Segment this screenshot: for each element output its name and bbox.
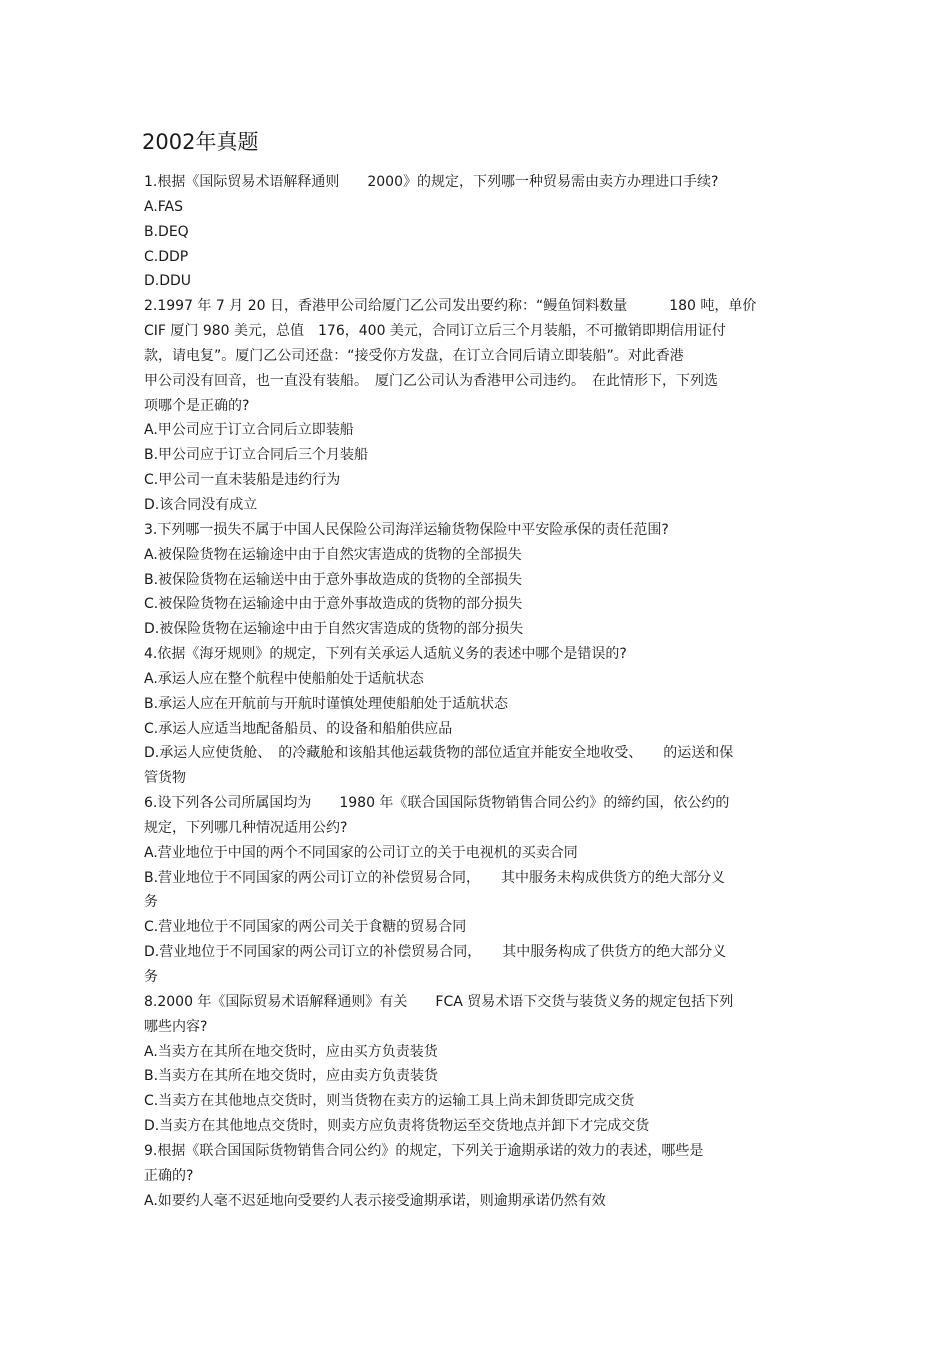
text-line: 管货物: [144, 770, 186, 787]
text-line: A.营业地位于中国的两个不同国家的公司订立的关于电视机的买卖合同: [144, 844, 578, 861]
text-line: 务: [144, 969, 158, 985]
text-line: 规定，下列哪几种情况适用公约?: [144, 819, 348, 836]
text-line: C.被保险货物在运输途中由于意外事故造成的货物的部分损失: [144, 596, 523, 613]
text-line: B.被保险货物在运输送中由于意外事故造成的货物的全部损失: [144, 571, 523, 588]
text-line: 9.根据《联合国国际货物销售合同公约》的规定，下列关于逾期承诺的效力的表述，哪些是: [144, 1142, 704, 1159]
text-line: 2.1997 年 7 月 20 日，香港甲公司给厦门乙公司发出要约称：“鳗鱼饲料数量 180 吨，单价: [144, 298, 757, 315]
text-line: 3.下列哪一损失不属于中国人民保险公司海洋运输货物保险中平安险承保的责任范围?: [144, 521, 669, 538]
text-line: D.营业地位于不同国家的两公司订立的补偿贸易合同， 其中服务构成了供货方的绝大部分义: [144, 944, 727, 961]
page-title: 2002年真题: [142, 130, 259, 154]
text-line: B.营业地位于不同国家的两公司订立的补偿贸易合同， 其中服务未构成供货方的绝大部分义: [144, 869, 726, 886]
text-line: B.甲公司应于订立合同后三个月装船: [144, 447, 369, 464]
text-line: 正确的?: [144, 1167, 194, 1184]
text-line: C.DDP: [144, 248, 189, 265]
text-line: C.甲公司一直未装船是违约行为: [144, 472, 341, 489]
text-line: 哪些内容?: [144, 1018, 208, 1035]
text-line: A.如要约人毫不迟延地向受要约人表示接受逾期承诺，则逾期承诺仍然有效: [144, 1192, 606, 1209]
text-line: B.DEQ: [144, 223, 189, 240]
text-line: 1.根据《国际贸易术语解释通则 2000》的规定，下列哪一种贸易需由卖方办理进口手续?: [144, 174, 719, 190]
text-line: D.当卖方在其他地点交货时，则卖方应负责将货物运至交货地点并卸下才完成交货: [144, 1118, 650, 1135]
text-line: C.承运人应适当地配备船员、的设备和船舶供应品: [144, 720, 453, 737]
text-line: B.承运人应在开航前与开航时谨慎处理使船舶处于适航状态: [144, 695, 509, 712]
text-line: D.被保险货物在运输途中由于自然灾害造成的货物的部分损失: [144, 621, 524, 638]
text-line: 务: [144, 894, 158, 911]
text-line: 6.设下列各公司所属国均为 1980 年《联合国国际货物销售合同公约》的缔约国，依公约的: [144, 795, 730, 812]
text-line: D.承运人应使货舱、 的冷藏舱和该船其他运载货物的部位适宜并能安全地收受、 的运送和保: [144, 745, 734, 762]
text-line: 8.2000 年《国际贸易术语解释通则》有关 FCA 贸易术语下交货与装货义务的规定包括下列: [144, 993, 734, 1010]
text-line: D.该合同没有成立: [144, 496, 258, 513]
text-line: CIF 厦门 980 美元，总值 176，400 美元，合同订立后三个月装船，不可撤销即期信用证付: [144, 323, 726, 340]
text-line: B.当卖方在其所在地交货时，应由卖方负责装货: [144, 1068, 439, 1085]
text-line: 甲公司没有回音，也一直没有装船。 厦门乙公司认为香港甲公司违约。 在此情形下，下列选: [144, 372, 718, 389]
text-line: A.当卖方在其所在地交货时，应由买方负责装货: [144, 1043, 438, 1060]
document-body: [144, 170, 804, 1213]
text-line: C.营业地位于不同国家的两公司关于食糖的贸易合同: [144, 919, 467, 936]
text-line: A.FAS: [144, 198, 184, 215]
text-line: A.甲公司应于订立合同后立即装船: [144, 422, 354, 439]
text-line: A.承运人应在整个航程中使船舶处于适航状态: [144, 670, 424, 687]
text-line: C.当卖方在其他地点交货时，则当货物在卖方的运输工具上尚未卸货即完成交货: [144, 1093, 635, 1110]
text-line: 4.依据《海牙规则》的规定，下列有关承运人适航义务的表述中哪个是错误的?: [144, 646, 627, 663]
text-line: 款，请电复”。厦门乙公司还盘：“接受你方发盘，在订立合同后请立即装船”。对此香港: [144, 347, 684, 364]
text-line: D.DDU: [144, 273, 192, 290]
text-line: 项哪个是正确的?: [144, 397, 250, 414]
text-line: A.被保险货物在运输途中由于自然灾害造成的货物的全部损失: [144, 546, 522, 563]
